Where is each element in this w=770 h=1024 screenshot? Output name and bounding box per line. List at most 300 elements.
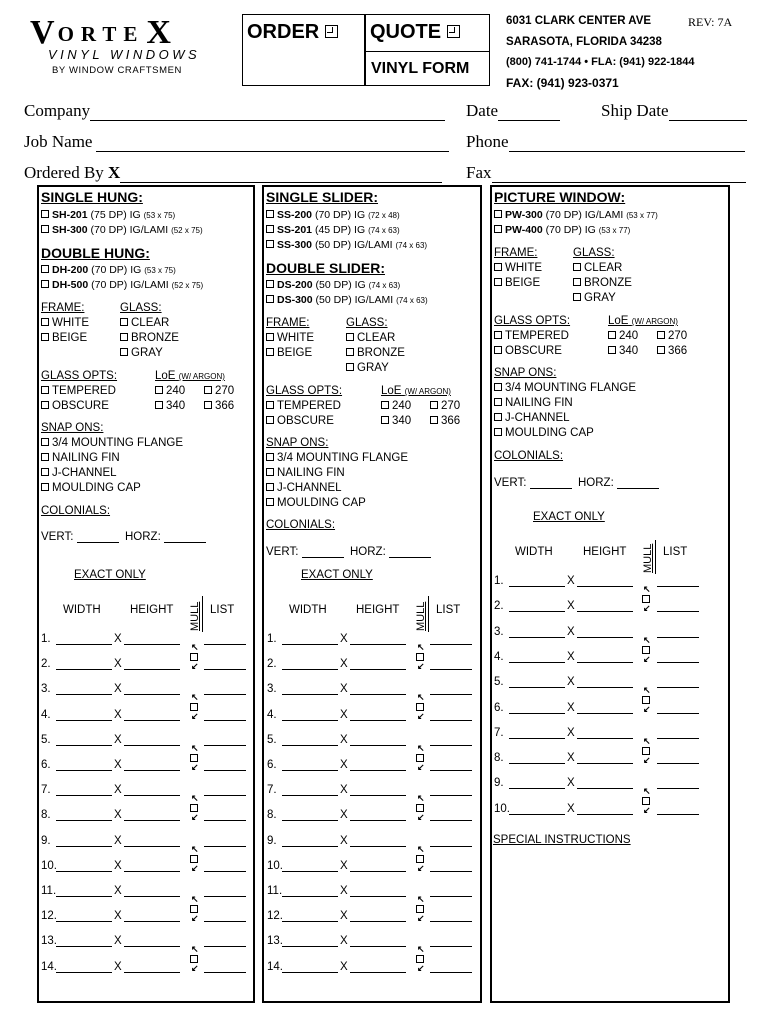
list-input[interactable] [430, 811, 472, 821]
measurement-row[interactable] [41, 910, 246, 922]
mull-arrow-down-icon: ↙ [191, 711, 199, 722]
list-input[interactable] [204, 937, 246, 947]
width-input[interactable] [282, 711, 338, 721]
list-input[interactable] [430, 937, 472, 947]
mounting-flange-option[interactable]: 3/4 MOUNTING FLANGE [266, 452, 408, 464]
loe-270[interactable]: 270 [430, 400, 460, 412]
obscure-option[interactable]: OBSCURE [494, 345, 562, 357]
width-input[interactable] [282, 837, 338, 847]
measurement-row[interactable] [494, 676, 699, 688]
height-input[interactable] [124, 685, 180, 695]
sh300-option[interactable]: SH-300 (70 DP) IG/LAMI (52 x 75) [41, 224, 203, 236]
list-input[interactable] [657, 729, 699, 739]
list-input[interactable] [430, 685, 472, 695]
mull-arrow-down-icon: ↙ [417, 661, 425, 671]
tempered-option[interactable]: TEMPERED [494, 330, 569, 342]
width-input[interactable] [282, 736, 338, 746]
list-input[interactable] [204, 862, 246, 872]
measurement-row[interactable] [267, 683, 472, 695]
order-checkbox[interactable] [325, 25, 338, 38]
measurement-row[interactable] [267, 734, 472, 746]
loe-340[interactable]: 340 [381, 415, 411, 427]
mull-arrow-up-icon: ↖ [191, 843, 199, 854]
width-input[interactable] [56, 811, 112, 821]
times-sign: X [340, 759, 348, 771]
measurement-row[interactable] [494, 803, 699, 815]
row-number: 2. [41, 658, 51, 671]
mull-arrow-up-icon: ↖ [417, 742, 425, 753]
row-number: 5. [267, 733, 277, 746]
times-sign: X [340, 733, 348, 746]
height-input[interactable] [350, 937, 406, 947]
row-number: 6. [494, 701, 504, 714]
list-input[interactable] [657, 577, 699, 587]
list-input[interactable] [430, 887, 472, 897]
glass-gray[interactable]: GRAY [573, 292, 616, 304]
ds300-option[interactable]: DS-300 (50 DP) IG/LAMI (74 x 63) [266, 294, 428, 306]
obscure-option[interactable]: OBSCURE [41, 400, 109, 412]
width-input[interactable] [282, 811, 338, 821]
fax-line: FAX: (941) 923-0371 [506, 76, 619, 90]
measurement-row[interactable] [41, 658, 246, 670]
width-input[interactable] [56, 887, 112, 897]
height-input[interactable] [124, 887, 180, 897]
width-input[interactable] [56, 862, 112, 872]
row-number: 1. [41, 633, 51, 645]
row-number: 12. [267, 910, 283, 923]
company-field[interactable]: Company [24, 101, 445, 121]
j-channel-option[interactable]: J-CHANNEL [41, 467, 117, 479]
measurement-row[interactable] [267, 910, 472, 922]
height-input[interactable] [124, 711, 180, 721]
height-input[interactable] [350, 635, 406, 645]
height-input[interactable] [577, 628, 633, 638]
width-input[interactable] [509, 729, 565, 739]
height-input[interactable] [124, 912, 180, 922]
height-input[interactable] [124, 837, 180, 847]
height-input[interactable] [350, 660, 406, 670]
list-input[interactable] [657, 653, 699, 663]
times-sign: X [114, 809, 122, 822]
list-input[interactable] [430, 963, 472, 973]
loe-label: LoE (W/ ARGON) [155, 370, 225, 382]
width-input[interactable] [56, 711, 112, 721]
height-input[interactable] [350, 862, 406, 872]
mull-arrow-up-icon: ↖ [643, 685, 651, 696]
measurement-row[interactable] [267, 784, 472, 796]
height-input[interactable] [577, 704, 633, 714]
quote-checkbox[interactable] [447, 25, 460, 38]
measurement-row[interactable] [41, 784, 246, 796]
glass-clear[interactable]: CLEAR [573, 262, 622, 274]
measurement-row[interactable] [41, 683, 246, 695]
width-input[interactable] [509, 754, 565, 764]
obscure-option[interactable]: OBSCURE [266, 415, 334, 427]
list-input[interactable] [204, 761, 246, 771]
ss200-option[interactable]: SS-200 (70 DP) IG (72 x 48) [266, 209, 400, 221]
height-header: HEIGHT [583, 546, 627, 558]
width-input[interactable] [282, 937, 338, 947]
frame-beige[interactable]: BEIGE [494, 277, 540, 289]
measurement-row[interactable] [41, 935, 246, 947]
glass-clear[interactable]: CLEAR [346, 332, 395, 344]
logo-x: X [146, 14, 172, 51]
mull-arrow-up-icon: ↖ [191, 793, 199, 804]
height-input[interactable] [124, 736, 180, 746]
glass-bronze[interactable]: BRONZE [346, 347, 405, 359]
order-label: ORDER [247, 21, 320, 43]
measurement-row[interactable] [494, 702, 699, 714]
loe-270[interactable]: 270 [657, 330, 687, 342]
dh200-option[interactable]: DH-200 (70 DP) IG (53 x 75) [41, 264, 176, 276]
measurement-row[interactable] [494, 626, 699, 638]
list-input[interactable] [430, 837, 472, 847]
row-number: 7. [41, 784, 51, 797]
list-input[interactable] [430, 711, 472, 721]
width-input[interactable] [509, 678, 565, 688]
times-sign: X [114, 834, 122, 847]
loe-240[interactable]: 240 [381, 400, 411, 412]
row-number: 10. [267, 859, 283, 872]
row-number: 8. [41, 809, 51, 822]
colonials-inputs[interactable]: VERT: HORZ: [266, 546, 431, 558]
list-input[interactable] [204, 685, 246, 695]
width-input[interactable] [509, 628, 565, 638]
measurement-row[interactable] [267, 885, 472, 897]
measurement-row[interactable] [41, 709, 246, 721]
mull-arrow-down-icon: ↙ [191, 963, 199, 974]
loe-270[interactable]: 270 [204, 385, 234, 397]
height-input[interactable] [124, 635, 180, 645]
measurement-row[interactable] [494, 752, 699, 764]
height-input[interactable] [577, 729, 633, 739]
times-sign: X [114, 733, 122, 746]
list-input[interactable] [430, 761, 472, 771]
list-input[interactable] [657, 704, 699, 714]
width-input[interactable] [509, 704, 565, 714]
mull-arrow-up-icon: ↖ [643, 584, 651, 594]
width-input[interactable] [56, 635, 112, 645]
list-header: LIST [210, 604, 235, 616]
list-input[interactable] [657, 678, 699, 688]
height-input[interactable] [577, 779, 633, 789]
measurement-row[interactable] [41, 734, 246, 746]
ship-date-field[interactable]: Ship Date [601, 101, 747, 121]
width-input[interactable] [282, 963, 338, 973]
list-input[interactable] [204, 887, 246, 897]
height-header: HEIGHT [130, 604, 174, 616]
list-input[interactable] [430, 786, 472, 796]
width-input[interactable] [282, 635, 338, 645]
mull-arrow-up-icon: ↖ [643, 735, 651, 746]
times-sign: X [340, 708, 348, 721]
list-input[interactable] [430, 736, 472, 746]
j-channel-option[interactable]: J-CHANNEL [266, 482, 342, 494]
loe-366[interactable]: 366 [204, 400, 234, 412]
row-number: 9. [267, 834, 277, 847]
nailing-fin-option[interactable]: NAILING FIN [494, 397, 573, 409]
width-input[interactable] [56, 963, 112, 973]
width-input[interactable] [56, 685, 112, 695]
row-number: 13. [267, 935, 283, 948]
times-sign: X [114, 683, 122, 696]
height-input[interactable] [577, 577, 633, 587]
measurement-row[interactable] [41, 759, 246, 771]
width-input[interactable] [56, 937, 112, 947]
height-input[interactable] [350, 811, 406, 821]
list-input[interactable] [657, 602, 699, 612]
nailing-fin-option[interactable]: NAILING FIN [266, 467, 345, 479]
frame-label: FRAME: [494, 247, 538, 259]
list-input[interactable] [204, 786, 246, 796]
width-input[interactable] [56, 736, 112, 746]
measurement-row[interactable] [267, 860, 472, 872]
glass-clear[interactable]: CLEAR [120, 317, 169, 329]
single-slider-heading: SINGLE SLIDER: [266, 189, 379, 205]
list-input[interactable] [204, 811, 246, 821]
frame-white[interactable]: WHITE [41, 317, 89, 329]
row-number: 3. [494, 625, 504, 638]
list-input[interactable] [657, 754, 699, 764]
colonials-label: COLONIALS: [41, 505, 111, 517]
mull-arrow-down-icon: ↙ [417, 711, 425, 722]
tempered-option[interactable]: TEMPERED [41, 385, 116, 397]
measurement-row[interactable] [41, 835, 246, 847]
list-input[interactable] [430, 635, 472, 645]
frame-white[interactable]: WHITE [266, 332, 314, 344]
row-number: 2. [494, 600, 504, 613]
width-input[interactable] [56, 786, 112, 796]
height-input[interactable] [577, 805, 633, 815]
pw300-option[interactable]: PW-300 (70 DP) IG/LAMI (53 x 77) [494, 209, 658, 221]
mull-arrow-up-icon: ↖ [417, 944, 425, 955]
width-input[interactable] [509, 602, 565, 612]
row-number: 14. [41, 960, 57, 973]
row-number: 9. [41, 834, 51, 847]
times-sign: X [114, 759, 122, 771]
fax-field[interactable]: Fax [466, 163, 746, 183]
height-input[interactable] [124, 761, 180, 771]
ss201-option[interactable]: SS-201 (45 DP) IG (74 x 63) [266, 224, 400, 236]
list-header: LIST [663, 546, 688, 558]
measurement-row[interactable] [267, 935, 472, 947]
mull-arrow-down-icon: ↙ [417, 761, 425, 772]
measurement-row[interactable] [267, 709, 472, 721]
frame-beige[interactable]: BEIGE [41, 332, 87, 344]
measurement-row[interactable] [41, 860, 246, 872]
times-sign: X [114, 960, 122, 973]
sh201-option[interactable]: SH-201 (75 DP) IG (53 x 75) [41, 209, 175, 221]
mull-arrow-down-icon: ↙ [417, 963, 425, 974]
list-input[interactable] [204, 912, 246, 922]
measurement-row[interactable] [494, 600, 699, 612]
loe-340[interactable]: 340 [608, 345, 638, 357]
width-input[interactable] [56, 837, 112, 847]
loe-240[interactable]: 240 [155, 385, 185, 397]
row-number: 12. [41, 910, 57, 923]
colonials-inputs[interactable]: VERT: HORZ: [494, 477, 659, 489]
frame-label: FRAME: [266, 317, 310, 329]
height-input[interactable] [350, 685, 406, 695]
height-input[interactable] [124, 811, 180, 821]
mull-header: MULL [189, 601, 201, 631]
times-sign: X [567, 701, 575, 714]
height-input[interactable] [577, 602, 633, 612]
height-input[interactable] [350, 736, 406, 746]
times-sign: X [567, 625, 575, 638]
job-name-field[interactable]: Job Name [24, 132, 449, 152]
width-input[interactable] [282, 912, 338, 922]
height-input[interactable] [350, 711, 406, 721]
loe-366[interactable]: 366 [430, 415, 460, 427]
glass-gray[interactable]: GRAY [346, 362, 389, 374]
times-sign: X [114, 658, 122, 671]
list-input[interactable] [204, 711, 246, 721]
height-input[interactable] [577, 653, 633, 663]
glass-bronze[interactable]: BRONZE [573, 277, 632, 289]
width-input[interactable] [56, 761, 112, 771]
height-input[interactable] [350, 761, 406, 771]
mull-arrow-down-icon: ↙ [191, 661, 199, 671]
times-sign: X [340, 834, 348, 847]
list-input[interactable] [204, 837, 246, 847]
ds200-option[interactable]: DS-200 (50 DP) IG (74 x 63) [266, 279, 400, 291]
row-number: 3. [267, 683, 277, 696]
width-input[interactable] [282, 685, 338, 695]
glass-gray[interactable]: GRAY [120, 347, 163, 359]
moulding-cap-option[interactable]: MOULDING CAP [266, 497, 366, 509]
snap-ons-label: SNAP ONS: [494, 367, 557, 379]
measurement-row[interactable] [267, 961, 472, 973]
measurement-row[interactable] [267, 809, 472, 821]
tempered-option[interactable]: TEMPERED [266, 400, 341, 412]
loe-240[interactable]: 240 [608, 330, 638, 342]
width-input[interactable] [282, 887, 338, 897]
height-input[interactable] [350, 837, 406, 847]
j-channel-option[interactable]: J-CHANNEL [494, 412, 570, 424]
height-input[interactable] [124, 937, 180, 947]
loe-label: LoE (W/ ARGON) [381, 385, 451, 397]
quote-option[interactable] [370, 21, 463, 44]
single-hung-heading: SINGLE HUNG: [41, 189, 143, 205]
measurement-row[interactable] [41, 885, 246, 897]
mull-arrow-down-icon: ↙ [417, 812, 425, 823]
glass-bronze[interactable]: BRONZE [120, 332, 179, 344]
list-input[interactable] [657, 779, 699, 789]
list-input[interactable] [430, 912, 472, 922]
measurement-row[interactable] [267, 759, 472, 771]
width-header: WIDTH [289, 604, 327, 616]
measurement-row[interactable] [494, 727, 699, 739]
logo-ortex: ORTE [57, 22, 145, 46]
width-input[interactable] [56, 912, 112, 922]
phone-field[interactable]: Phone [466, 132, 745, 152]
glass-opts-label: GLASS OPTS: [494, 315, 571, 327]
mounting-flange-option[interactable]: 3/4 MOUNTING FLANGE [41, 437, 183, 449]
width-input[interactable] [282, 761, 338, 771]
row-number: 4. [494, 650, 504, 663]
measurement-row[interactable] [41, 961, 246, 973]
measurement-row[interactable] [41, 809, 246, 821]
times-sign: X [114, 935, 122, 948]
height-input[interactable] [350, 887, 406, 897]
colonials-inputs[interactable]: VERT: HORZ: [41, 531, 206, 543]
height-input[interactable] [577, 754, 633, 764]
row-number: 8. [494, 752, 504, 765]
frame-beige[interactable]: BEIGE [266, 347, 312, 359]
times-sign: X [567, 777, 575, 790]
list-input[interactable] [204, 963, 246, 973]
glass-label: GLASS: [573, 247, 615, 259]
order-option[interactable] [247, 21, 341, 44]
width-input[interactable] [509, 779, 565, 789]
ss300-option[interactable]: SS-300 (50 DP) IG/LAMI (74 x 63) [266, 239, 427, 251]
glass-opts-label: GLASS OPTS: [266, 385, 343, 397]
list-input[interactable] [430, 862, 472, 872]
mull-arrow-up-icon: ↖ [191, 692, 199, 703]
moulding-cap-option[interactable]: MOULDING CAP [494, 427, 594, 439]
list-input[interactable] [204, 736, 246, 746]
height-input[interactable] [350, 963, 406, 973]
height-input[interactable] [124, 660, 180, 670]
height-input[interactable] [124, 786, 180, 796]
measurement-row[interactable] [267, 835, 472, 847]
dh500-option[interactable]: DH-500 (70 DP) IG/LAMI (52 x 75) [41, 279, 203, 291]
loe-340[interactable]: 340 [155, 400, 185, 412]
width-input[interactable] [282, 862, 338, 872]
measurement-row[interactable] [267, 633, 472, 645]
width-input[interactable] [282, 660, 338, 670]
measurement-row[interactable] [494, 575, 699, 587]
measurement-row[interactable] [494, 777, 699, 789]
list-input[interactable] [657, 805, 699, 815]
width-input[interactable] [509, 577, 565, 587]
width-input[interactable] [282, 786, 338, 796]
times-sign: X [114, 633, 122, 645]
frame-white[interactable]: WHITE [494, 262, 542, 274]
times-sign: X [567, 676, 575, 689]
loe-366[interactable]: 366 [657, 345, 687, 357]
height-input[interactable] [350, 786, 406, 796]
list-input[interactable] [204, 660, 246, 670]
width-input[interactable] [56, 660, 112, 670]
measurement-row[interactable] [267, 658, 472, 670]
width-input[interactable] [509, 805, 565, 815]
snap-ons-label: SNAP ONS: [41, 422, 104, 434]
list-input[interactable] [204, 635, 246, 645]
moulding-cap-option[interactable]: MOULDING CAP [41, 482, 141, 494]
mounting-flange-option[interactable]: 3/4 MOUNTING FLANGE [494, 382, 636, 394]
height-input[interactable] [124, 862, 180, 872]
height-input[interactable] [350, 912, 406, 922]
list-input[interactable] [430, 660, 472, 670]
list-input[interactable] [657, 628, 699, 638]
width-input[interactable] [509, 653, 565, 663]
mull-arrow-down-icon: ↙ [643, 754, 651, 765]
row-number: 10. [41, 859, 57, 872]
measurement-row[interactable] [41, 633, 246, 645]
logo-byline: BY WINDOW CRAFTSMEN [52, 65, 182, 76]
nailing-fin-option[interactable]: NAILING FIN [41, 452, 120, 464]
pw400-option[interactable]: PW-400 (70 DP) IG (53 x 77) [494, 224, 630, 236]
height-input[interactable] [577, 678, 633, 688]
mull-header: MULL [642, 543, 654, 573]
times-sign: X [340, 809, 348, 822]
height-input[interactable] [124, 963, 180, 973]
ordered-by-field[interactable]: Ordered By X [24, 163, 442, 183]
measurement-row[interactable] [494, 651, 699, 663]
date-field[interactable]: Date [466, 101, 560, 121]
